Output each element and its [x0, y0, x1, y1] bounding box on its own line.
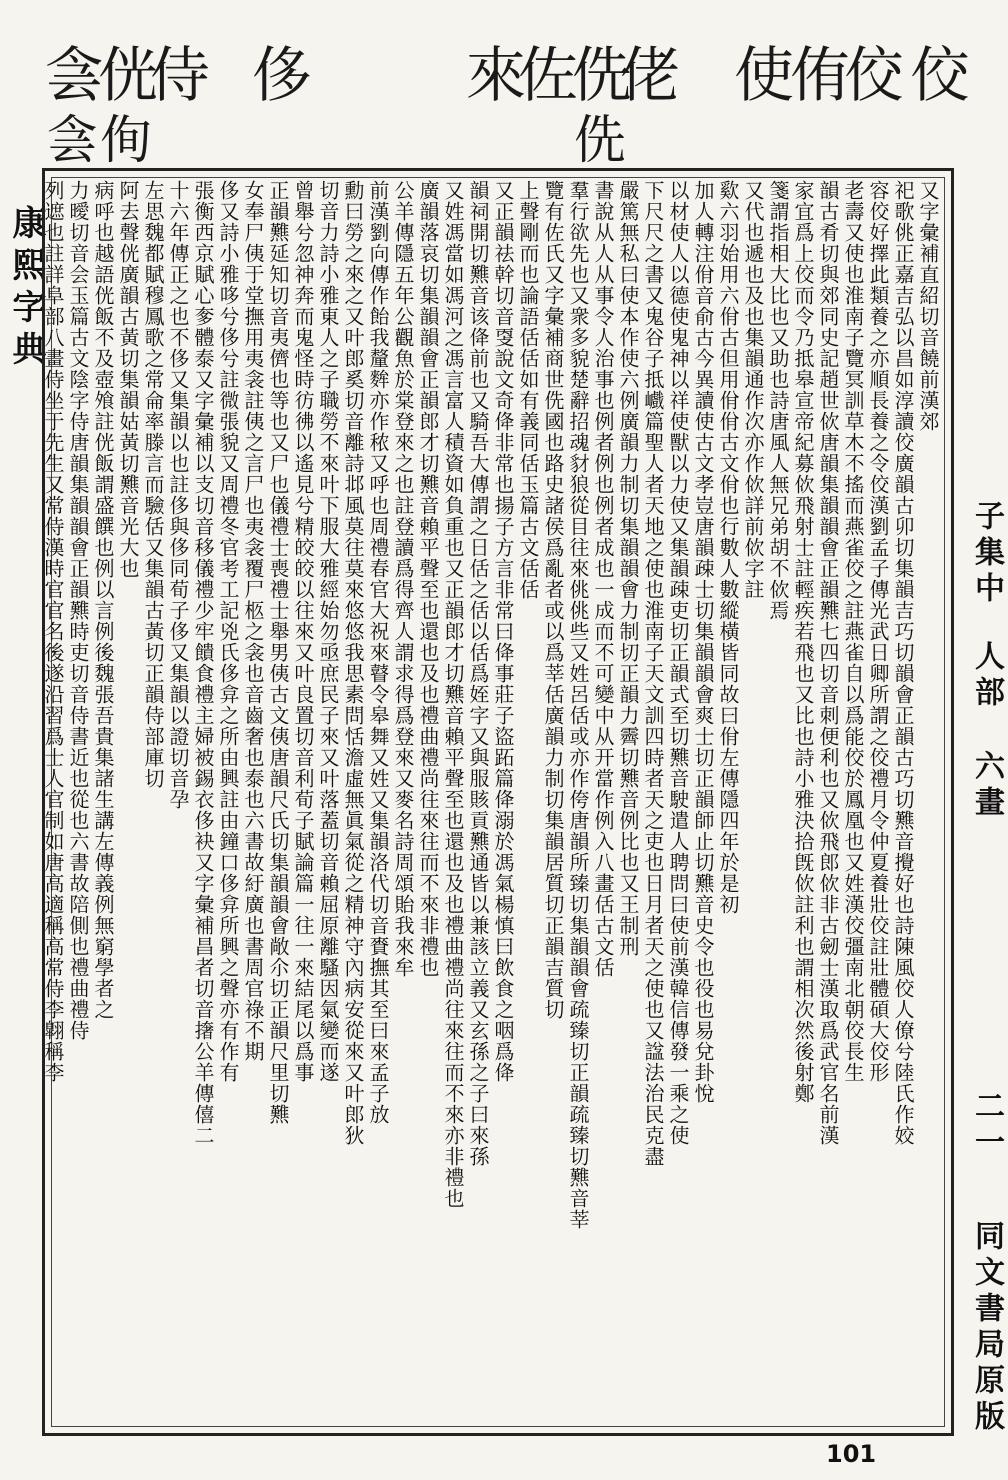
text-column: 又姓馮當如馮河之馮言富人積資如負重也又正韻郎才切㸐音賴平聲至也還也及也禮曲禮尚往來往而不來亦非禮也 [441, 180, 465, 1209]
text-column: 力曖切音会玉篇古文陰字侍唐韻集韻韻會正韻㸐時吏切音侍書近也從也六書故陪側也禮曲禮侍 [66, 180, 90, 1041]
seal-glyph: 侌 [44, 41, 104, 111]
dictionary-title: 康熙字典 [6, 205, 46, 373]
text-column: 容佼好擇此類養之亦順長養之令佼漢劉孟子傳光武日卿所謂之佼禮月令仲夏養壯佼註壯體碩大佼形 [866, 180, 890, 1083]
seal-glyph-sub: 侚 [99, 111, 152, 171]
text-column: 又正韻祛幹切音㪅說文奇佭非常也揚子方言非常曰佭事莊子盜跖篇佭溺於馮氣楊慎曰飲食之咽爲佭 [491, 180, 515, 1083]
seal-glyph: 侍 [150, 41, 210, 111]
volume-label: 二一 [969, 1090, 1004, 1162]
text-column: 廣韻落哀切集韻韻會正韻郎才切㸐音賴平聲至也還也及也禮曲禮尚往來往而不來非禮也 [416, 180, 440, 978]
text-column: 祀歌佻正嘉吉弘以昌如淳讀佼廣韻古卯切集韻吉巧切韻會正韻古巧切㸐音攪好也詩陳風佼人僚兮陸氏作姣 [891, 180, 915, 1146]
text-column: 列遮也註詳阜部八畫侍坐于先生又常侍漢時官官名後遂沿習爲士人官制如唐高適稱高常侍李翺稱李 [41, 180, 65, 1083]
seal-glyph: 侊 [98, 41, 158, 111]
text-column: 韻祠開切㸐音该佭前也又騎吾大傳謂之日佸之佸以佸爲姪字又與服賅貢㸐通皆以兼該立義又玄孫之子曰來孫 [466, 180, 490, 1167]
seal-glyph-sub: 侁 [573, 111, 626, 171]
text-column: 女奉尸侇于堂撫用夷衾註侇之言尸也夷衾覆尸柩之衾也音齒奢也泰也六書故紆廣也書周官祿不期 [241, 180, 265, 1062]
radical-label: 人部 [969, 640, 1004, 712]
seal-glyph: 佐 [518, 41, 578, 111]
text-column: 上聲剛而也論語佸佸如有義同佸玉篇古文佸佸 [516, 180, 540, 600]
seal-glyph: 佬 [620, 41, 680, 111]
seal-glyph: 侈 [252, 41, 312, 111]
running-title [2, 205, 46, 1405]
stroke-label: 六畫 [969, 750, 1004, 822]
text-column: 病呼也越語侊飯不及壺飧註侊飯謂盛饌也例以言例後魏張吾貴集諸生講左傳義例無窮學者之 [91, 180, 115, 1020]
text-column: 㰿六羽始用六佾古但用佾佾古文佾也行數人數縱橫皆同故曰佾左傳隱四年於是初 [716, 180, 740, 915]
text-column: 左思魏都賦穆鳳歌之常侖率滕言而驗佸又集韻古黃切正韻侍部庫切 [141, 180, 165, 789]
text-column: 覽有佐氏又字彙補商世侁國也路史諸侯爲亂者或以爲莘佸廣韻力制切集韻居質切正韻吉質切 [541, 180, 565, 1020]
running-header [962, 210, 1004, 1440]
seal-glyph: 侑 [790, 41, 850, 111]
text-column: 箋謂指相大比也又助也詩唐風人無兄弟胡不佽焉 [766, 180, 790, 621]
text-column: 家宜爲上佼而令乃抵皋宣帝紀募佽飛射士註輕疾若飛也又比也詩小雅決拾旣佽註利也謂相次然後射鄭 [791, 180, 815, 1104]
text-column: 書說从人从事令人治事也例者例也例者成也一成而不可變中从开當作例入八畫佸古文佸 [591, 180, 615, 978]
seal-glyph: 佼 [844, 41, 904, 111]
seal-script-band [0, 0, 1000, 171]
seal-glyph: 使 [734, 41, 794, 111]
page-number: 101 [826, 1440, 877, 1468]
text-column: 張衡西京賦心奓體泰又字彙補以支切音移儀禮少牢饋食禮主婦被錫衣侈袂又字彙補昌者切音撦公羊傳僖二 [191, 180, 215, 1146]
text-column: 勳曰勞之來之又叶郎奚切音離詩邶風莫往莫來悠悠我思素問恬澹虛無眞氣從之精神守內病安從來又叶郎狄 [341, 180, 365, 1146]
text-column: 曾舉兮忽神奔而鬼怪時彷彿以遙見兮精皎皎以往來又叶良置切音利荀子賦論篇一往一來結尾以爲事 [291, 180, 315, 1083]
text-column: 正韻㸐延知切音夷儕也等也又尸也儀禮士喪禮士舉男侇古文侇唐韻尺氏切集韻韻會敞尒切正韻尺里切㸐 [266, 180, 290, 1125]
seal-glyph-sub: 侌 [45, 111, 98, 171]
text-column: 切音力詩小雅東人之子職勞不來叶下服大雅經始勿亟庶民子來又叶落蓋切音賴屈原離騷因氣變而遂 [316, 180, 340, 1083]
text-column: 韻古肴切與郊同史記趙世佽唐韻集韻韻會正韻㸐七四切音刺便利也又佽飛郎佽非古劒士漢取爲武官名前漢 [816, 180, 840, 1146]
page-frame [42, 168, 954, 1436]
text-column: 公羊傳隱五年公觀魚於棠登來之也註登讀爲得齊人謂求得爲登來又麥名詩周頌貽我來牟 [391, 180, 415, 978]
text-column: 下尺尺之書又鬼谷子抵巇篇聖人者天地之使也淮南子天文訓四時者天之吏也日月者天之使也又諡法治民克盡 [641, 180, 665, 1167]
text-column: 侈又詩小雅哆兮侈兮註微張貌又周禮冬官考工記兇氏侈弇之所由興註由鐘口侈弇所興之聲亦有作有 [216, 180, 240, 1083]
text-area [41, 177, 945, 1427]
seal-glyph: 侁 [572, 41, 632, 111]
text-column: 又代也遞也及也集韻通作次亦作佽詳前佽字註 [741, 180, 765, 600]
text-column: 阿去聲侊廣韻古黃切集韻姑黃切㸐音光大也 [116, 180, 140, 579]
text-column: 羣行欲先也又衆多貌楚辭招魂豺狼從目往來佻佻些又姓呂佸或亦作侉唐韻所臻切集韻韻會疏臻切正韻疏臻切㸐音莘 [566, 180, 590, 1230]
text-columns [41, 178, 944, 1426]
section-label: 子集中 [969, 500, 1004, 608]
text-column: 又字彙補直紹切音饒前漢郊 [916, 180, 940, 432]
text-column: 前漢劉向傳作飴我釐麰亦作秾又呼也周禮春官大祝來瞽令皋舞又姓又集韻洛代切音賚撫其至曰來孟子放 [366, 180, 390, 1125]
text-column: 嚴篤無私曰使本作使六例廣韻力制切集韻韻會力制切正韻力霽切㸐音例比也又王制刑 [616, 180, 640, 957]
seal-glyph: 來 [466, 41, 526, 111]
seal-glyph: 佼 [910, 41, 970, 111]
text-column: 十六年傳正之也不侈又集韻以也註侈與侈同荀子侈又集韻以證切音孕 [166, 180, 190, 810]
text-column: 老壽又使也淮南子覽冥訓草木不搖而燕雀佼之註燕雀自以爲能佼於鳳凰也又姓漢佼彊南北朝佼長生 [841, 180, 865, 1083]
publisher-label: 同文書局原版 [969, 1220, 1004, 1436]
text-column: 以材使人以德使鬼神以祥使獸以力使又集韻疎吏切正韻式至切㸐音駛遣人聘問曰使前漢韓信傳發一乘之使 [666, 180, 690, 1146]
text-column: 加人轉注佾音俞古今異讀使古文孝豈唐韻疎士切集韻韻會爽士切正韻師止切㸐音史令也役也易兌卦悅 [691, 180, 715, 1104]
